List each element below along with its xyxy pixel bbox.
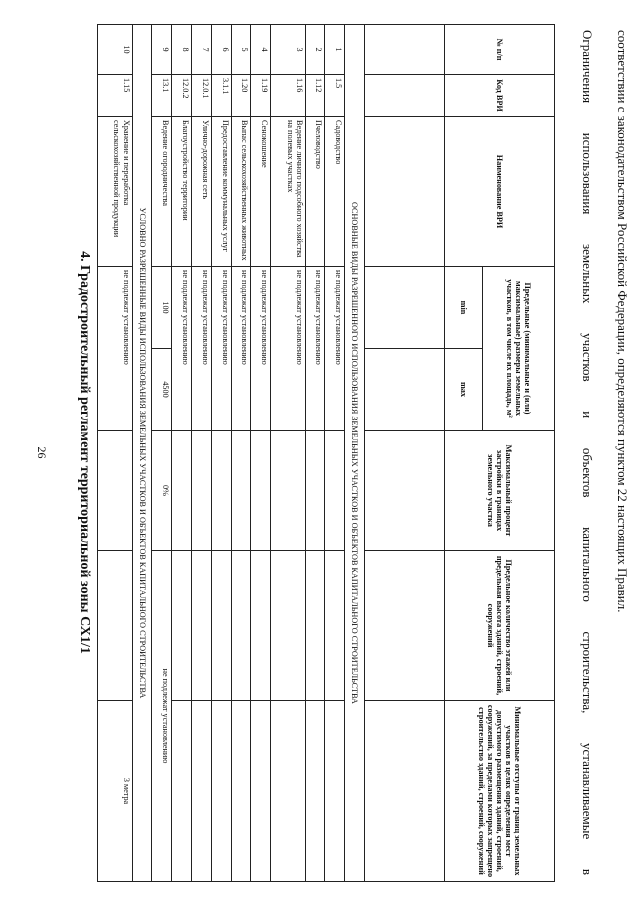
row-coverage (271, 431, 306, 551)
header-name: Наименование ВРИ (445, 117, 555, 267)
regulation-table (97, 24, 555, 882)
row-setbacks (231, 701, 251, 882)
row-code: 3.1.1 (211, 75, 231, 117)
section-main-title: ОСНОВНЫЕ ВИДЫ РАЗРЕШЕННОГО ИСПОЛЬЗОВАНИЯ ЗЕМЕЛЬНЫХ УЧАСТКОВ И ОБЪЕКТОВ КАПИТАЛЬНОГО СТРОИТЕЛЬСТВА (345, 25, 365, 882)
table-row (98, 25, 133, 882)
row-size: не подлежат установлению (172, 267, 192, 431)
header-min: min (445, 267, 483, 349)
row-floors (191, 551, 211, 701)
header-row (483, 25, 555, 882)
column-index-row (365, 25, 445, 882)
row-name: Садоводство (325, 117, 345, 267)
row-coverage (305, 431, 325, 551)
row-coverage: 0% (152, 431, 172, 551)
table-row (152, 25, 172, 882)
table-row (231, 25, 251, 882)
table-row (251, 25, 271, 882)
row-name: Предоставление коммунальных услуг (211, 117, 231, 267)
row-no: 4 (251, 25, 271, 75)
table-row (211, 25, 231, 882)
row-size: не подлежат установлению (211, 267, 231, 431)
row-size: не подлежат установлению (191, 267, 211, 431)
row-floors (325, 551, 345, 701)
row-size: не подлежат установлению (231, 267, 251, 431)
page-number: 26 (35, 446, 49, 459)
row-code: 12.0.2 (172, 75, 192, 117)
row-floors (211, 551, 231, 701)
table-row (325, 25, 345, 882)
row-coverage (251, 431, 271, 551)
row-coverage (191, 431, 211, 551)
row-size: не подлежат установлению (325, 267, 345, 431)
row-setbacks (172, 701, 192, 882)
table-row (191, 25, 211, 882)
row-name: Выпас сельскохозяйственных животных (231, 117, 251, 267)
row-setbacks (211, 701, 231, 882)
row-setbacks (325, 701, 345, 882)
row-setbacks (191, 701, 211, 882)
row-no: 8 (172, 25, 192, 75)
row-setbacks: 3 метра (98, 701, 133, 882)
row-name: Хранение и переработка сельскохозяйственной продукции (98, 117, 133, 267)
row-name: Сенокошение (251, 117, 271, 267)
section-conditional-title: УСЛОВНО РАЗРЕШЕННЫЕ ВИДЫ ИСПОЛЬЗОВАНИЯ ЗЕМЕЛЬНЫХ УЧАСТКОВ И ОБЪЕКТОВ КАПИТАЛЬНОГО СТРОИТЕЛЬСТВА (132, 25, 152, 882)
row-size: не подлежат установлению (98, 267, 133, 431)
row-min: 100 (152, 267, 172, 349)
footer-line-2: соответствии с законодательством Российской Федерации, определяются пунктом 22 настоящих Правил. (615, 30, 630, 613)
section-conditional (132, 25, 152, 882)
row-no: 1 (325, 25, 345, 75)
section-main (345, 25, 365, 882)
page-title: 4. Градостроительный регламент территориальной зоны СХ1/1 (77, 251, 92, 654)
row-coverage (211, 431, 231, 551)
row-code: 1.20 (231, 75, 251, 117)
row-code: 1.15 (98, 75, 133, 117)
row-name: Улично-дорожная сеть (191, 117, 211, 267)
header-setbacks: Минимальные отступы от границ земельных участков в целях определения мест допустимого размещения зданий, строений, сооружений, за пределами которых запрещено строительство зданий, строений, сооружений (445, 701, 555, 882)
row-coverage (325, 431, 345, 551)
row-coverage (172, 431, 192, 551)
row-size: не подлежат установлению (251, 267, 271, 431)
row-coverage (98, 431, 133, 551)
header-code: Код ВРИ (445, 75, 555, 117)
row-setbacks (251, 701, 271, 882)
row-code: 1.19 (251, 75, 271, 117)
row-name: Пчеловодство (305, 117, 325, 267)
row-no: 9 (152, 25, 172, 75)
row-no: 5 (231, 25, 251, 75)
row-coverage (231, 431, 251, 551)
row-code: 1.5 (325, 75, 345, 117)
header-size-group: Предельные (минимальные и (или) максимальные) размеры земельных участков, в том числе их площадь, м² (483, 267, 555, 431)
row-setbacks (271, 701, 306, 882)
row-code: 1.16 (271, 75, 306, 117)
row-floors (172, 551, 192, 701)
header-no: № п/п (445, 25, 555, 75)
row-no: 2 (305, 25, 325, 75)
row-no: 10 (98, 25, 133, 75)
row-code: 1.12 (305, 75, 325, 117)
table-row (172, 25, 192, 882)
row-floors (305, 551, 325, 701)
row-no: 3 (271, 25, 306, 75)
row-floors (98, 551, 133, 701)
header-floors: Предельное количество этажей или предельная высота зданий, строений, сооружений (445, 551, 555, 701)
row-floors (251, 551, 271, 701)
row-no: 7 (191, 25, 211, 75)
row-no: 6 (211, 25, 231, 75)
row-name: Ведение огородничества (152, 117, 172, 267)
row-name: Ведение личного подсобного хозяйства на полевых участках (271, 117, 306, 267)
header-coverage: Максимальный процент застройки в границах земельного участка (445, 431, 555, 551)
row-code: 12.0.1 (191, 75, 211, 117)
row-floors: не подлежат установлению (152, 551, 172, 882)
table-row (271, 25, 306, 882)
row-size: не подлежат установлению (305, 267, 325, 431)
footer-line-1: Ограничения использования земельных участков и объектов капитального строительства, устанавливаемые в (580, 30, 595, 875)
row-max: 4500 (152, 349, 172, 431)
header-max: max (445, 349, 483, 431)
row-code: 13.1 (152, 75, 172, 117)
table-row (305, 25, 325, 882)
row-floors (271, 551, 306, 701)
row-setbacks (305, 701, 325, 882)
row-name: Благоустройство территории (172, 117, 192, 267)
row-floors (231, 551, 251, 701)
row-size: не подлежат установлению (271, 267, 306, 431)
